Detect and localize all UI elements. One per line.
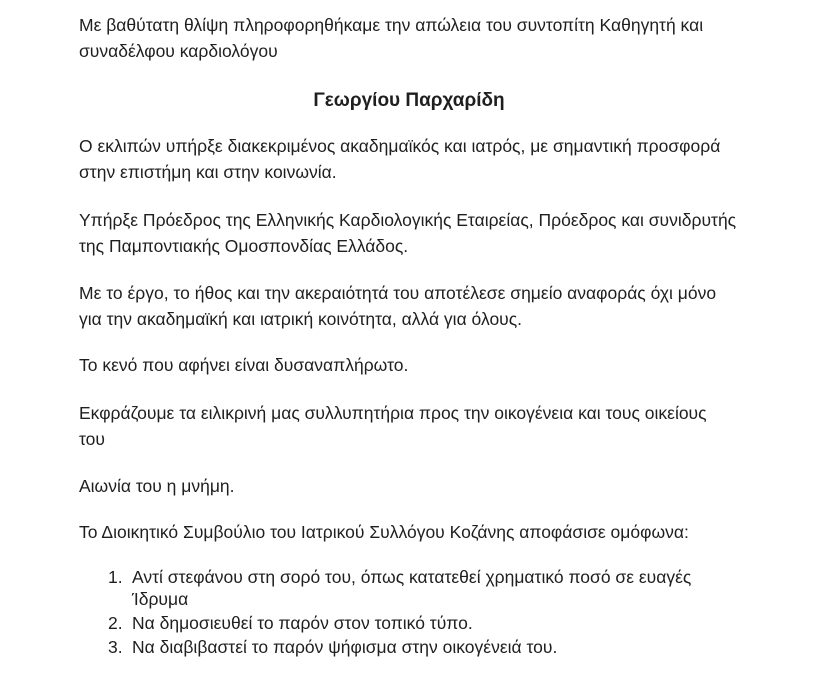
paragraph-line: του bbox=[79, 429, 105, 449]
paragraph-board-decision bbox=[79, 519, 779, 545]
list-item-text bbox=[132, 566, 779, 610]
intro-line-1: Με βαθύτατη θλίψη πληροφορηθήκαμε την απώλεια του συντοπίτη Καθηγητή και bbox=[79, 15, 704, 35]
paragraph-void bbox=[79, 352, 779, 378]
paragraph-line: για την ακαδημαϊκή και ιατρική κοινότητα, αλλά για όλους. bbox=[79, 309, 523, 329]
list-item bbox=[79, 612, 779, 634]
paragraph-memory bbox=[79, 473, 779, 499]
paragraph-legacy bbox=[79, 280, 779, 332]
list-item bbox=[79, 636, 779, 658]
list-number: 1. bbox=[108, 567, 123, 587]
paragraph-line: Εκφράζουμε τα ειλικρινή μας συλλυπητήρια προς την οικογένεια και τους οικείους bbox=[79, 403, 707, 423]
paragraph-line: Με το έργο, το ήθος και την ακεραιότητά του αποτέλεσε σημείο αναφοράς όχι μόνο bbox=[79, 283, 717, 303]
deceased-name-title: Γεωργίου Παρχαρίδη bbox=[313, 90, 505, 111]
paragraph-president bbox=[79, 207, 779, 259]
paragraph-line: Ο εκλιπών υπήρξε διακεκριμένος ακαδημαϊκός και ιατρός, με σημαντική προσφορά bbox=[79, 136, 721, 156]
list-number: 3. bbox=[108, 637, 123, 657]
list-line: Αντί στεφάνου στη σορό του, όπως κατατεθεί χρηματικό ποσό σε ευαγές bbox=[132, 567, 692, 587]
list-item-text: Να δημοσιευθεί το παρόν στον τοπικό τύπο. bbox=[132, 613, 473, 633]
list-item-text: Να διαβιβαστεί το παρόν ψήφισμα στην οικογένειά του. bbox=[132, 637, 558, 657]
list-item bbox=[79, 566, 779, 610]
paragraph-line: Υπήρξε Πρόεδρος της Ελληνικής Καρδιολογικής Εταιρείας, Πρόεδρος και συνιδρυτής bbox=[79, 210, 737, 230]
paragraph-condolences bbox=[79, 400, 779, 452]
decisions-list bbox=[79, 566, 779, 658]
paragraph-line: της Παμποντιακής Ομοσπονδίας Ελλάδος. bbox=[79, 236, 409, 256]
paragraph-line: στην επιστήμη και στην κοινωνία. bbox=[79, 162, 337, 182]
intro-line-2: συναδέλφου καρδιολόγου bbox=[79, 41, 278, 61]
intro-paragraph bbox=[79, 12, 779, 64]
list-line: Ίδρυμα bbox=[132, 589, 189, 609]
list-number: 2. bbox=[108, 613, 123, 633]
paragraph-line: Το Διοικητικό Συμβούλιο του Ιατρικού Συλλόγου Κοζάνης αποφάσισε ομόφωνα: bbox=[79, 522, 689, 542]
paragraph-line: Το κενό που αφήνει είναι δυσαναπλήρωτο. bbox=[79, 355, 409, 375]
paragraph-academic bbox=[79, 133, 779, 185]
paragraph-line: Αιωνία του η μνήμη. bbox=[79, 476, 235, 496]
